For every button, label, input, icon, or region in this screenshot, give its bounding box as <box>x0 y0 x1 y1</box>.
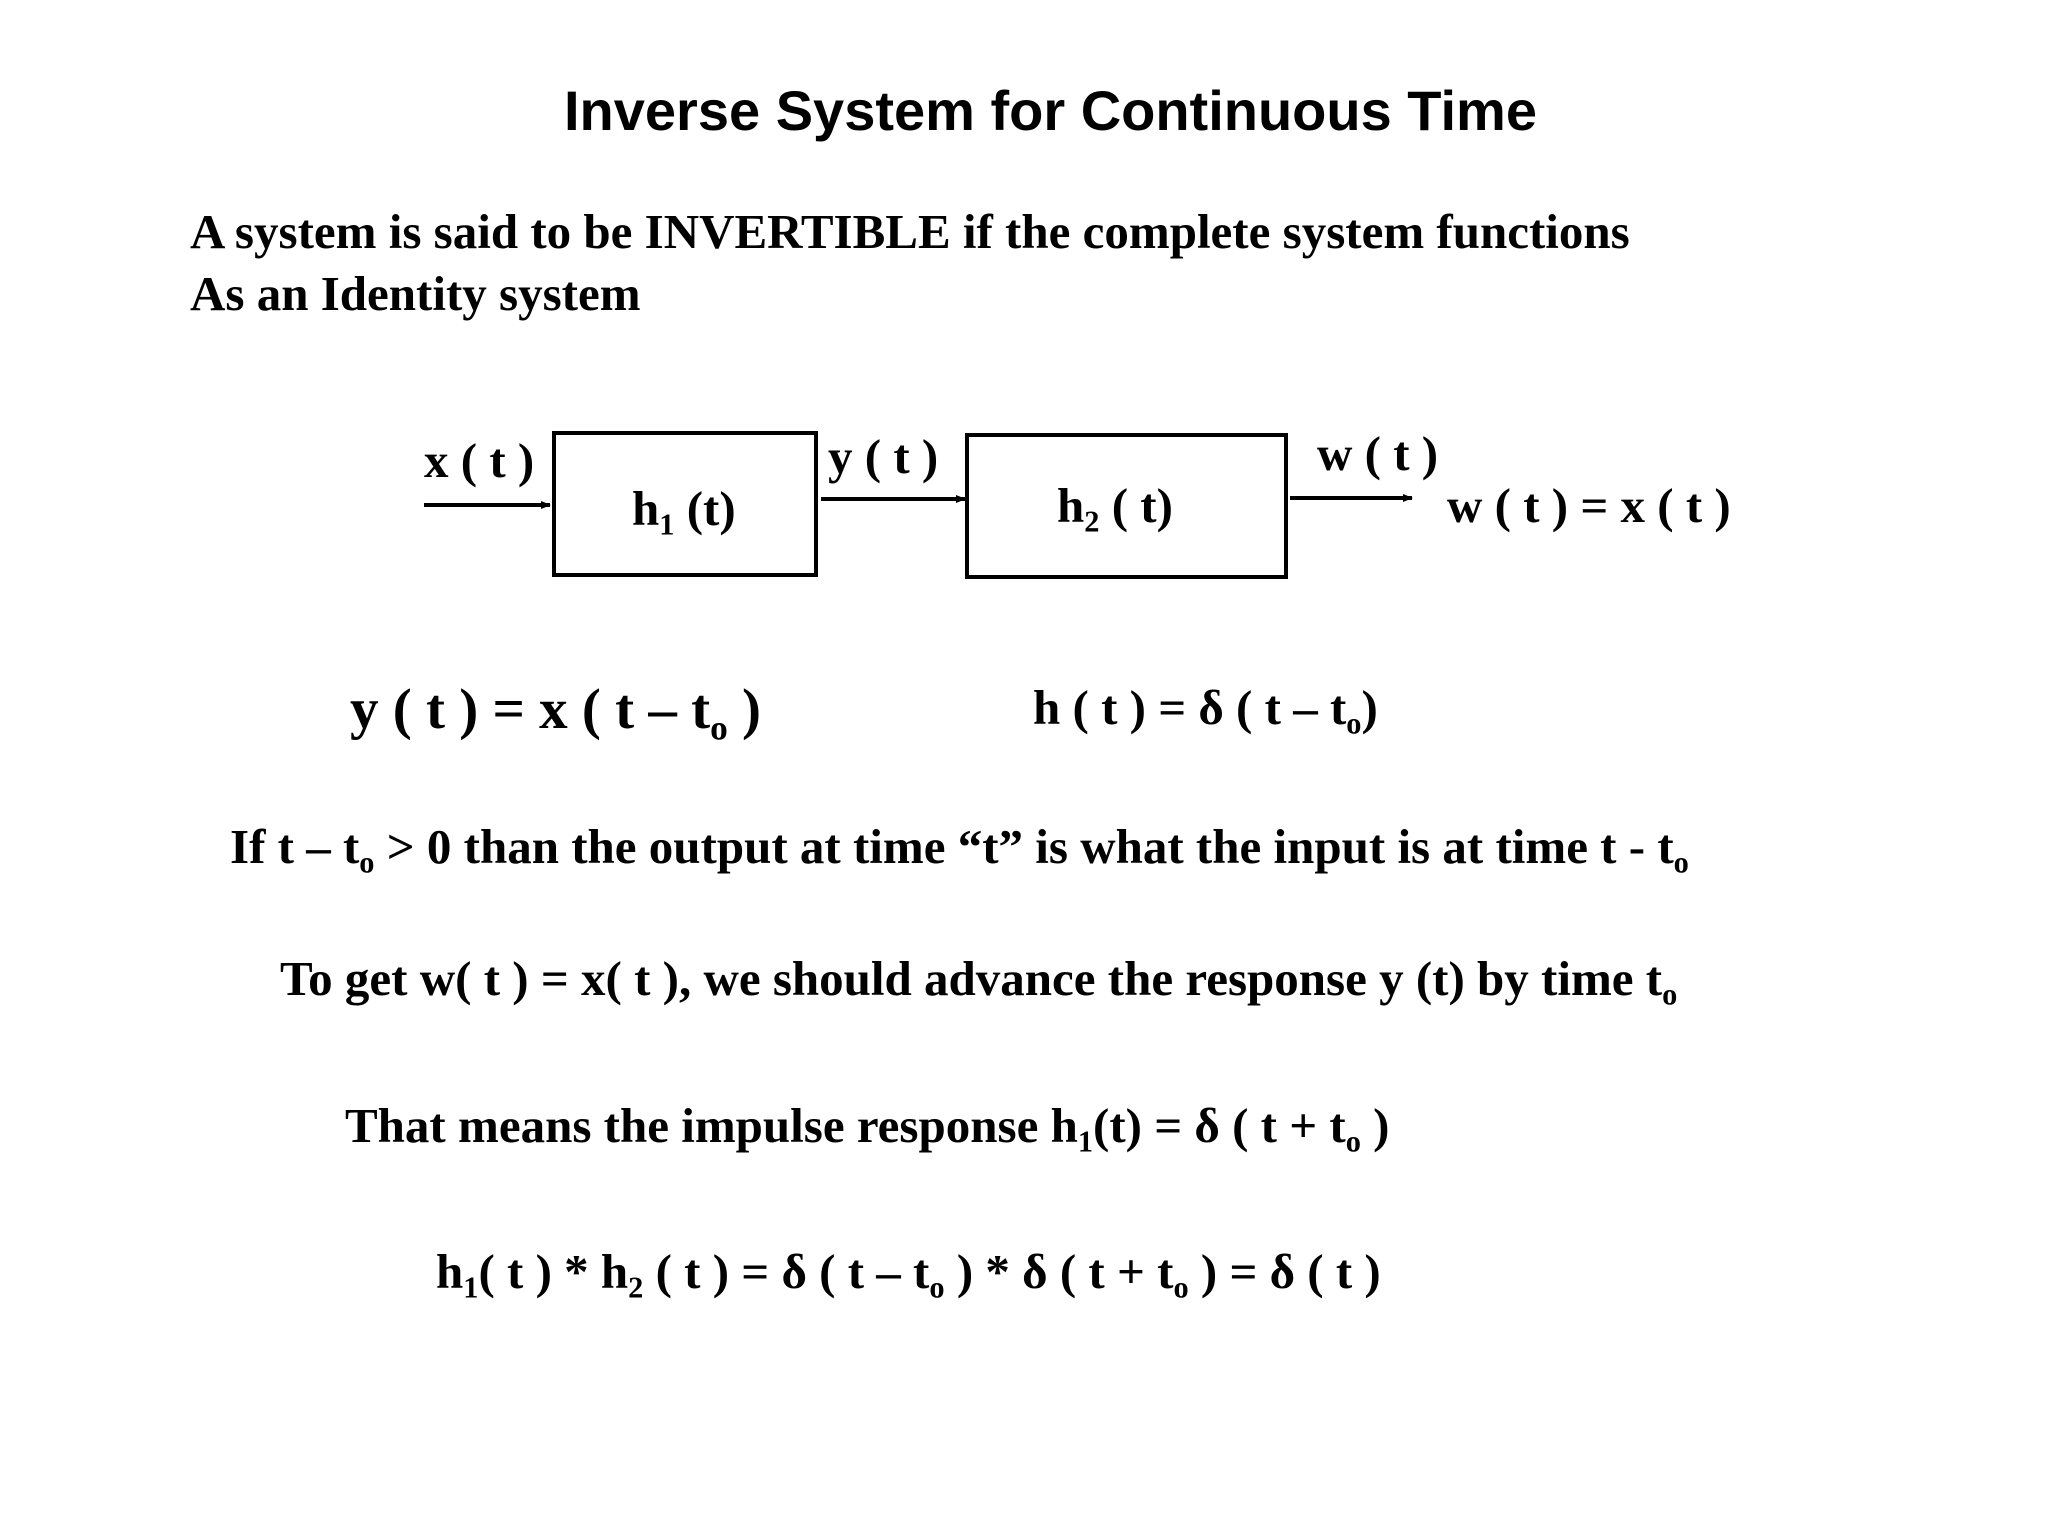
middle-label: y ( t ) <box>828 429 939 484</box>
output-label: w ( t ) <box>1317 426 1439 481</box>
block-h2-label: $h_2$ ( t) <box>1057 478 1173 539</box>
block-h1 <box>552 431 818 577</box>
impulse-response-line: That means the impulse response $h_1(t) = \delta$ ( $t + t_o$ ) <box>345 1098 1390 1159</box>
identity-equation: w ( t ) = x ( t ) <box>1447 478 1731 533</box>
equation-y: y ( t ) = x ( t – $t_o$ ) <box>350 678 762 748</box>
equation-h: h ( t ) = δ ( t – $t_o$) <box>1033 680 1378 741</box>
convolution-line: $h_1$( t ) * $h_2$ ( t ) = δ ( t – $t_o$ ) * δ ( $t + t_o$ ) = δ ( t ) <box>436 1244 1381 1305</box>
slide-title: Inverse System for Continuous Time <box>564 79 1537 142</box>
intro-line-2: As an Identity system <box>190 266 641 321</box>
condition-line: If $t - t_o > 0$ than the output at time “t” is what the input is at time t - $t_o$ <box>230 819 1689 880</box>
advance-line: To get w( t ) = x( t ), we should advance the response y (t) by time $t_o$ <box>280 951 1678 1012</box>
block-h2 <box>965 433 1288 579</box>
block-h1-label: $h_1$ (t) <box>632 481 736 542</box>
input-label: x ( t ) <box>424 433 535 488</box>
intro-line-1: A system is said to be INVERTIBLE if the complete system functions <box>190 204 1630 259</box>
